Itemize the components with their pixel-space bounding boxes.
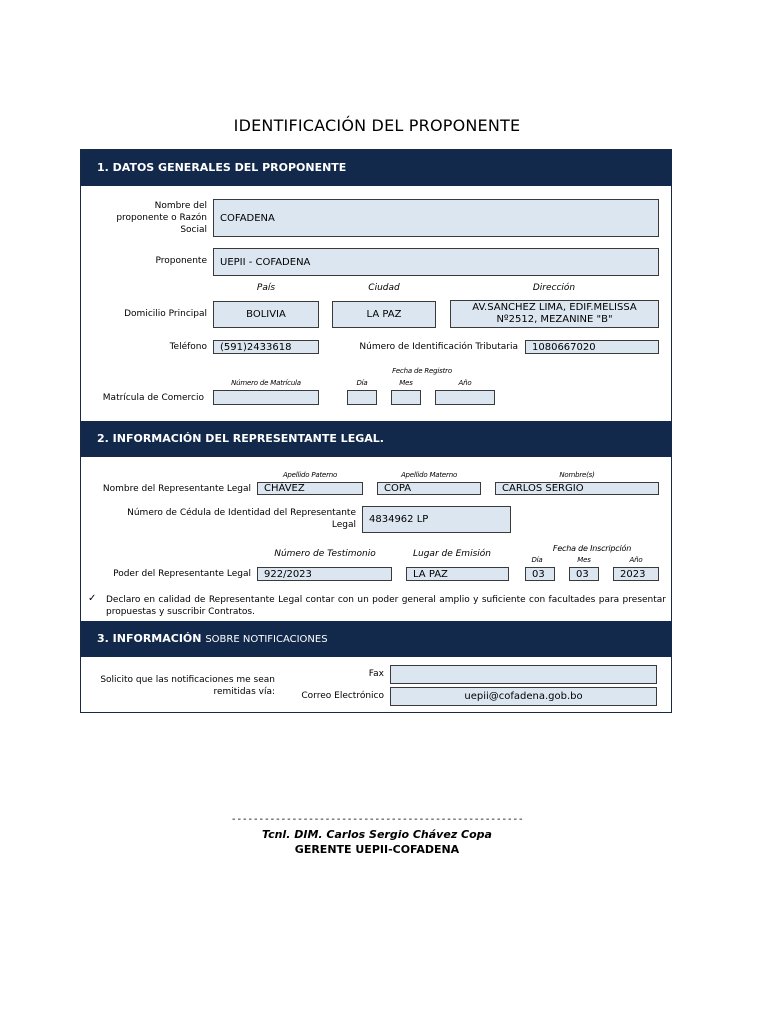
proponente-field[interactable]: UEPII - COFADENA — [213, 248, 659, 276]
nombre-proponente-label: Nombre del proponente o Razón Social — [116, 201, 207, 235]
signature-line: ----------------------------------------------------- — [230, 814, 524, 825]
solicito-label: Solicito que las notificaciones me sean remitidas vía: — [100, 675, 275, 697]
apellido-materno-label: Apellido Materno — [400, 471, 458, 479]
col-ciudad-label: Ciudad — [368, 283, 400, 293]
section3-header-rest: SOBRE NOTIFICACIONES — [205, 634, 328, 645]
section3-header — [81, 621, 672, 657]
lugar-emision-label: Lugar de Emisión — [413, 549, 491, 559]
registro-dia-field[interactable] — [347, 390, 377, 405]
inscripcion-anio-label: Año — [629, 556, 643, 564]
nombres-label: Nombre(s) — [559, 471, 595, 479]
matricula-field[interactable] — [213, 390, 319, 405]
telefono-label: Teléfono — [169, 342, 207, 352]
registro-dia-label: Día — [356, 379, 368, 387]
ci-label: Número de Cédula de Identidad del Representante Legal — [127, 508, 356, 530]
apellido-paterno-label: Apellido Paterno — [282, 471, 338, 479]
fax-field[interactable] — [390, 665, 657, 684]
fax-label: Fax — [368, 669, 384, 679]
apellido-paterno-field[interactable]: CHÁVEZ — [257, 482, 363, 495]
ci-field[interactable]: 4834962 LP — [362, 506, 511, 533]
signature-name: Tcnl. DIM. Carlos Sergio Chávez Copa — [262, 828, 492, 841]
correo-label: Correo Electrónico — [301, 691, 384, 701]
nombre-proponente-field[interactable]: COFADENA — [213, 199, 659, 237]
inscripcion-dia-label: Día — [531, 556, 543, 564]
fecha-inscripcion-label: Fecha de Inscripción — [552, 544, 632, 553]
registro-mes-label: Mes — [399, 379, 413, 387]
nombres-field[interactable]: CARLOS SERGIO — [495, 482, 659, 495]
matricula-label: Matrícula de Comercio — [102, 393, 204, 403]
poder-representante-label: Poder del Representante Legal — [113, 569, 251, 579]
lugar-emision-field[interactable]: LA PAZ — [406, 567, 509, 581]
testimonio-field[interactable]: 922/2023 — [257, 567, 392, 581]
nit-field[interactable]: 1080667020 — [525, 340, 659, 354]
col-pais-label: País — [256, 283, 276, 293]
testimonio-label: Número de Testimonio — [274, 549, 376, 559]
registro-anio-field[interactable] — [435, 390, 495, 405]
proponente-label: Proponente — [155, 256, 207, 266]
nit-label: Número de Identificación Tributaria — [359, 342, 518, 352]
correo-field[interactable]: uepii@cofadena.gob.bo — [390, 687, 657, 706]
inscripcion-dia-field[interactable]: 03 — [525, 567, 555, 581]
checkmark-icon: ✓ — [88, 593, 97, 604]
inscripcion-anio-field[interactable]: 2023 — [613, 567, 659, 581]
fecha-registro-label: Fecha de Registro — [392, 367, 452, 375]
domicilio-label: Domicilio Principal — [124, 309, 207, 319]
inscripcion-mes-label: Mes — [577, 556, 591, 564]
signature-role: GERENTE UEPII-COFADENA — [294, 843, 460, 856]
telefono-field[interactable]: (591)2433618 — [213, 340, 319, 354]
registro-mes-field[interactable] — [391, 390, 421, 405]
section3-header-bold: 3. INFORMACIÓN — [97, 632, 202, 645]
col-direccion-label: Dirección — [532, 283, 576, 293]
pais-field[interactable]: BOLIVIA — [213, 301, 319, 328]
nombre-representante-label: Nombre del Representante Legal — [102, 484, 251, 494]
direccion-field[interactable]: AV.SANCHEZ LIMA, EDIF.MELISSA Nº2512, MEZANINE "B" — [450, 300, 659, 328]
declaracion-text: Declaro en calidad de Representante Legal contar con un poder general amplio y suficiente con facultades para presentar propuestas y suscribir Contratos. — [106, 595, 666, 617]
registro-anio-label: Año — [458, 379, 472, 387]
section2-header: 2. INFORMACIÓN DEL REPRESENTANTE LEGAL. — [81, 421, 672, 457]
page-title: IDENTIFICACIÓN DEL PROPONENTE — [233, 116, 521, 135]
numero-matricula-label: Número de Matrícula — [231, 379, 301, 387]
apellido-materno-field[interactable]: COPA — [377, 482, 481, 495]
inscripcion-mes-field[interactable]: 03 — [569, 567, 599, 581]
ciudad-field[interactable]: LA PAZ — [332, 301, 436, 328]
section1-header: 1. DATOS GENERALES DEL PROPONENTE — [81, 150, 672, 186]
